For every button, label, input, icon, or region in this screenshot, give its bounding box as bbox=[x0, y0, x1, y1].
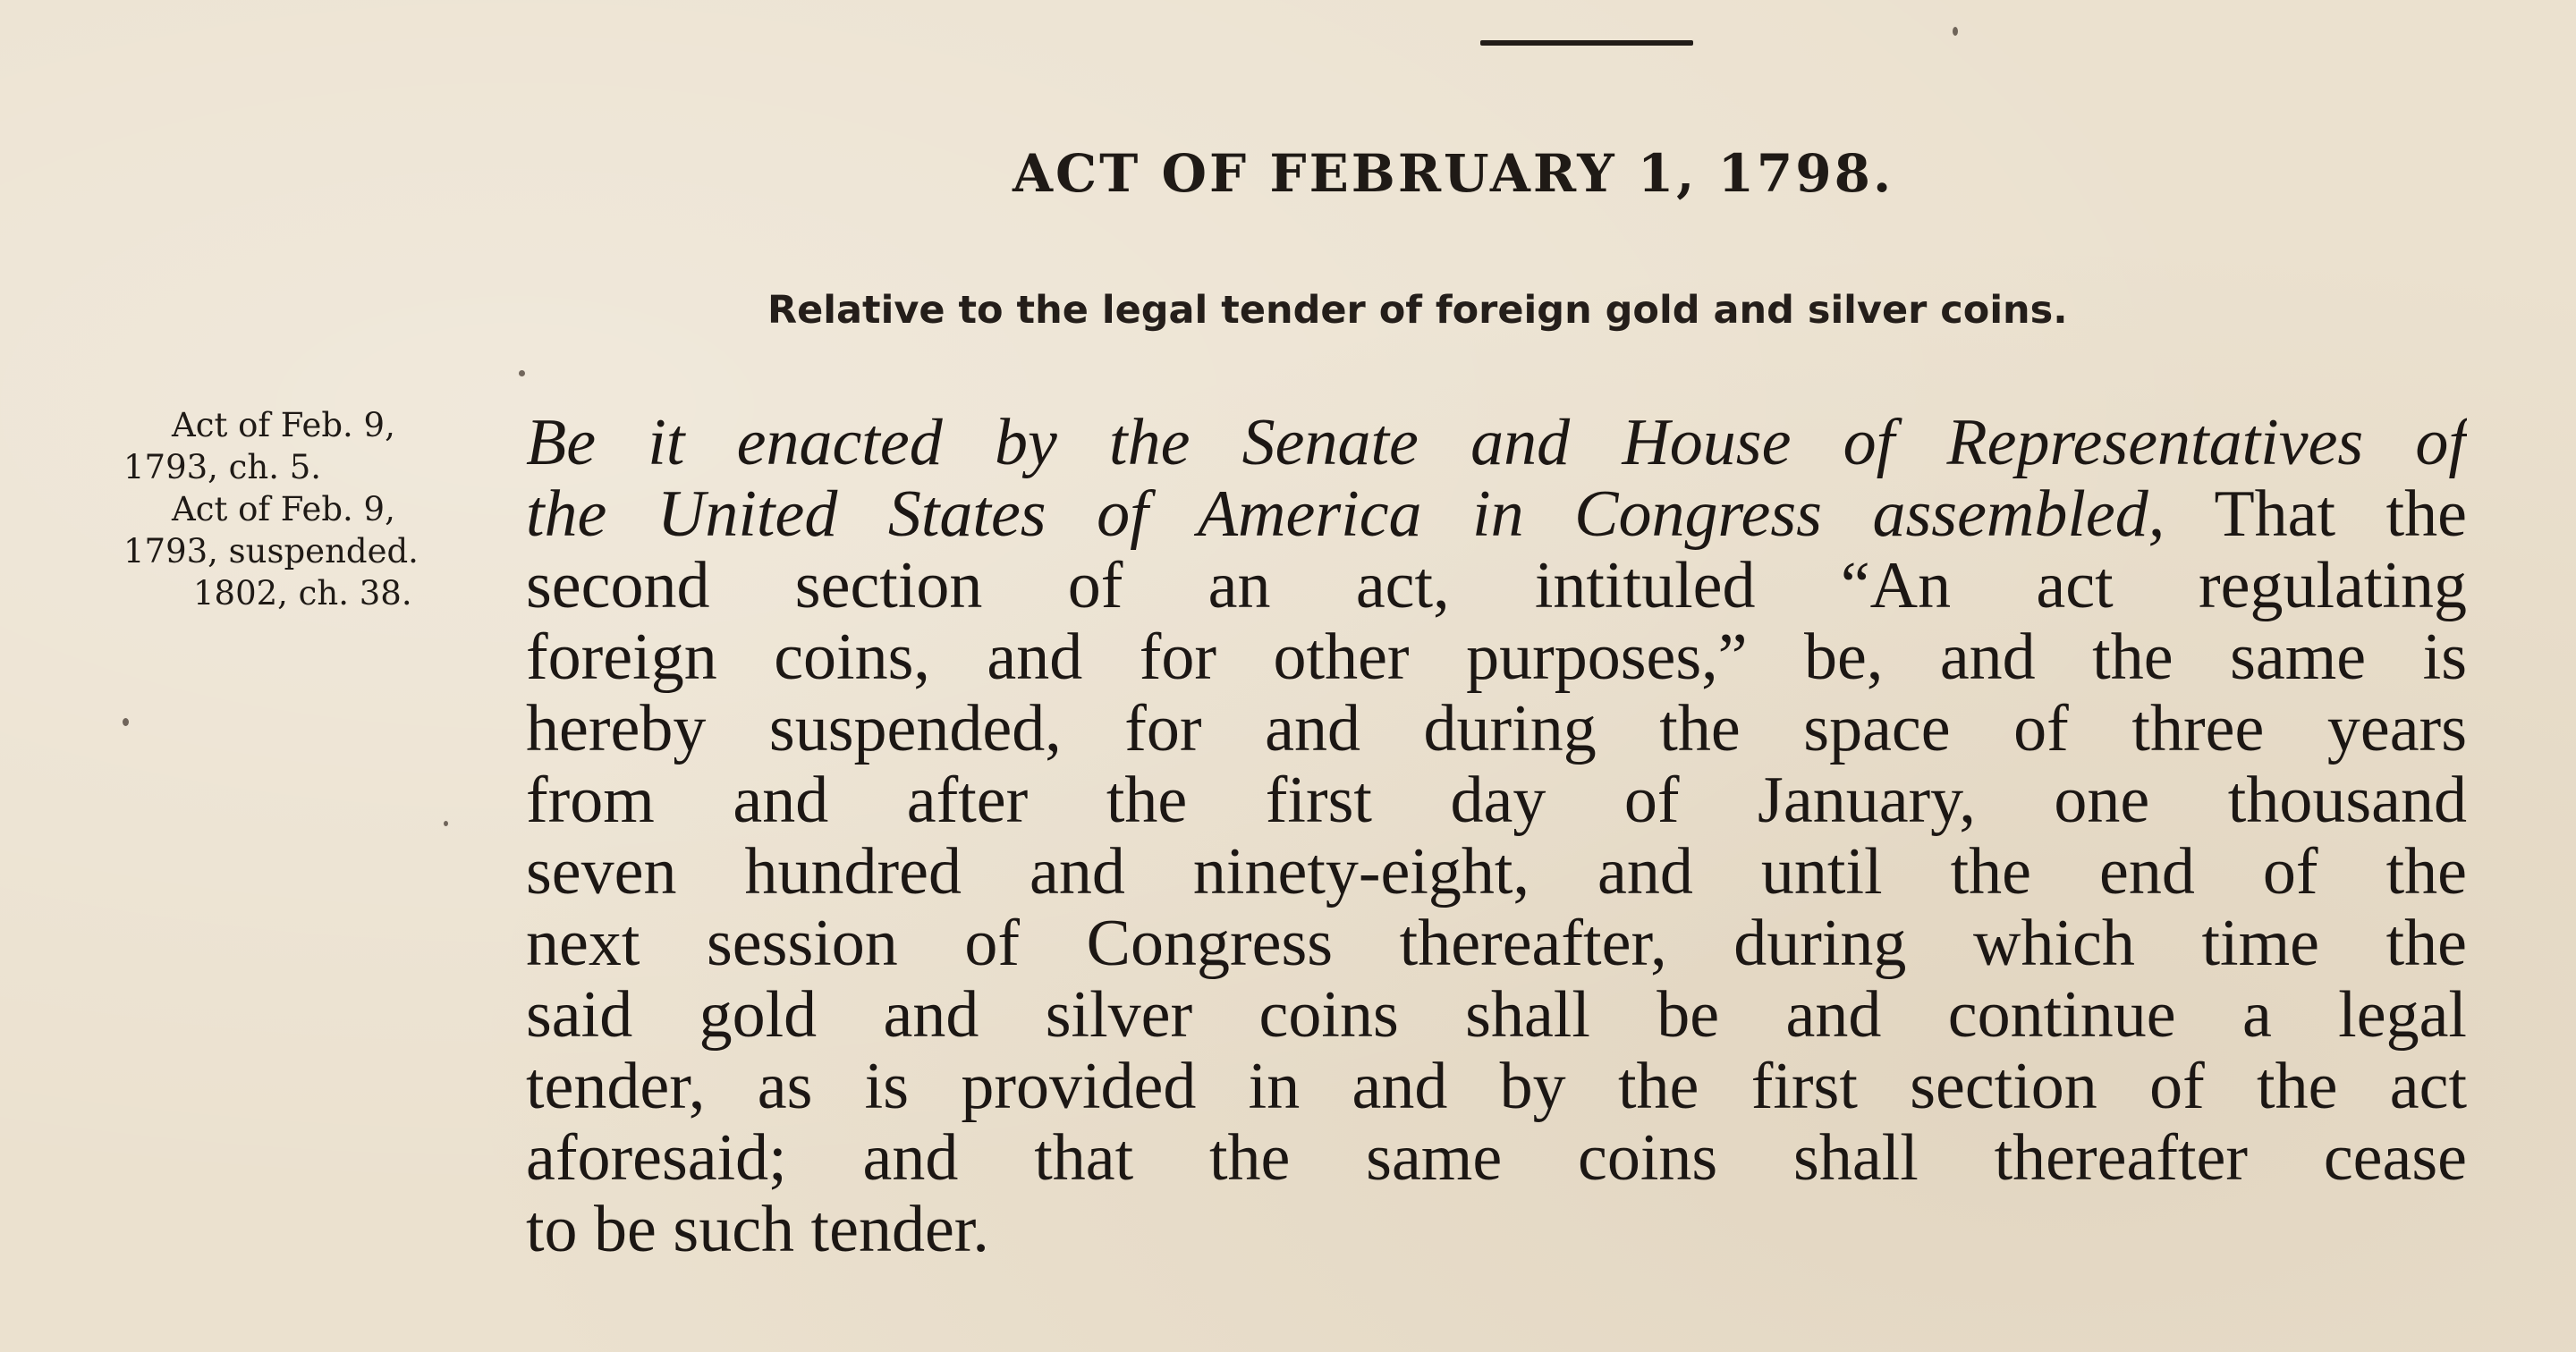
act-title: ACT OF FEBRUARY 1, 1798. bbox=[1013, 143, 1894, 204]
body-line bbox=[526, 478, 2467, 550]
body-line: aforesaid; and that the same coins shall thereafter cease bbox=[526, 1122, 2467, 1194]
body-line: seven hundred and ninety-eight, and until the end of the bbox=[526, 836, 2467, 908]
body-line: said gold and silver coins shall be and continue a legal bbox=[526, 979, 2467, 1051]
body-text-run: That the bbox=[2214, 478, 2467, 550]
paper-speck bbox=[444, 821, 448, 826]
body-line: second section of an act, intituled “An act regulating bbox=[526, 550, 2467, 621]
enacting-clause-italic: the United States of America in Congress assembled, bbox=[526, 478, 2165, 550]
margin-note: 1802, ch. 38. bbox=[193, 574, 412, 613]
body-line: to be such tender. bbox=[526, 1194, 989, 1265]
act-body bbox=[526, 407, 2467, 1265]
paper-speck bbox=[519, 370, 525, 376]
body-line: tender, as is provided in and by the first section of the act bbox=[526, 1051, 2467, 1122]
act-subtitle: Relative to the legal tender of foreign gold and silver coins. bbox=[767, 288, 2068, 333]
top-rule bbox=[1480, 40, 1693, 46]
body-line: foreign coins, and for other purposes,” be, and the same is bbox=[526, 621, 2467, 693]
paper-speck bbox=[123, 718, 129, 726]
margin-notes bbox=[123, 404, 517, 614]
margin-note: 1793, ch. 5. bbox=[123, 448, 322, 486]
body-line: hereby suspended, for and during the space of three years bbox=[526, 693, 2467, 765]
enacting-clause-italic: Be it enacted by the Senate and House of Representatives of bbox=[526, 407, 2467, 478]
margin-note: 1793, suspended. bbox=[123, 532, 419, 570]
paper-speck bbox=[1953, 27, 1958, 36]
body-line: from and after the first day of January, one thousand bbox=[526, 765, 2467, 836]
margin-note: Act of Feb. 9, bbox=[172, 490, 395, 528]
margin-note: Act of Feb. 9, bbox=[172, 406, 395, 444]
body-line bbox=[526, 407, 2467, 478]
body-line: next session of Congress thereafter, during which time the bbox=[526, 908, 2467, 979]
